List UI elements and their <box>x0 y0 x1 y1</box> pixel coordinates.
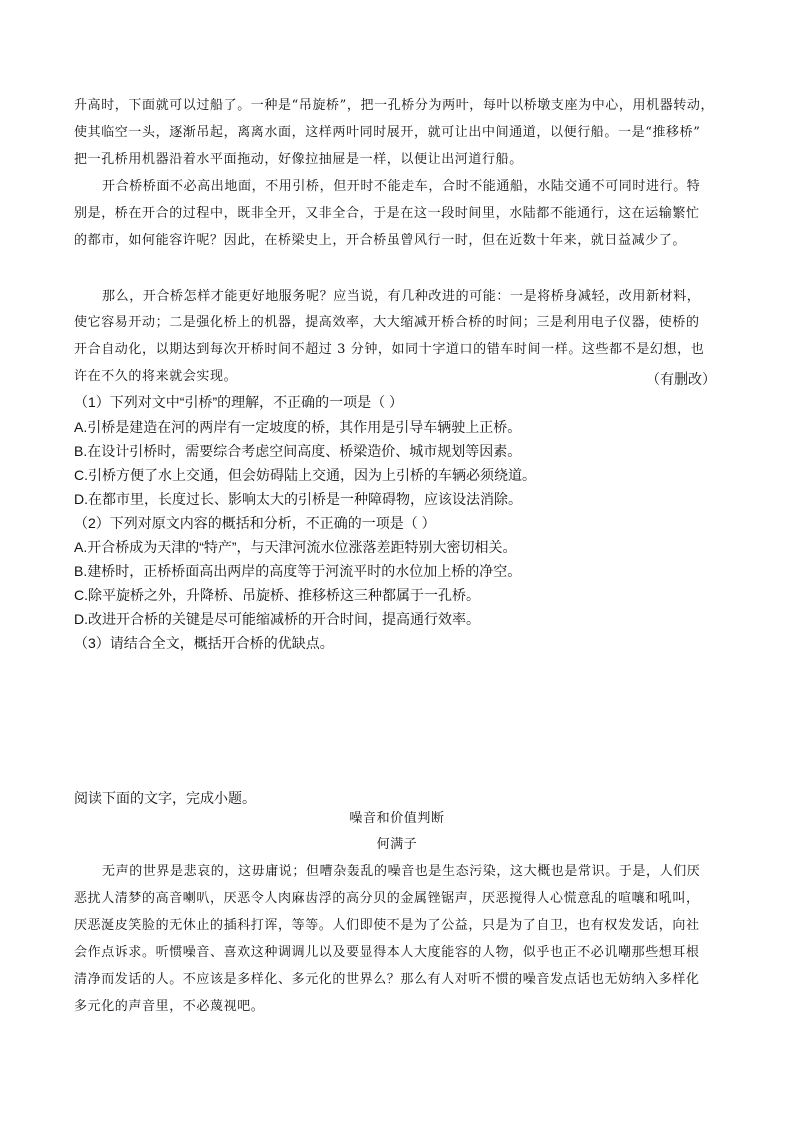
answer-option: B.在设计引桥时，需要综合考虑空间高度、桥梁造价、城市规划等因素。 <box>74 443 522 459</box>
passage-line: 厌恶涎皮笑脸的无休止的插科打诨，等等。人们即使不是为了公益，只是为了自卫，也有权发发话，向社 <box>74 918 700 933</box>
passage-line: 的都市，如何能容许呢？因此，在桥梁史上，开合桥虽曾风行一时，但在近数十年来，就日益减少了。 <box>74 233 687 248</box>
passage-line: 升高时，下面就可以过船了。一种是“吊旋桥”，把一孔桥分为两叶，每叶以桥墩支座为中心，用机器转动， <box>74 98 715 113</box>
source-note: （有删改） <box>646 371 716 387</box>
passage-line: 把一孔桥用机器沿着水平面拖动，好像拉抽屉是一样，以便让出河道行船。 <box>74 152 523 167</box>
article-title: 噪音和价值判断 <box>349 811 445 826</box>
passage-line: 无声的世界是悲哀的，这毋庸说；但嘈杂轰乱的噪音也是生态污染，这大概也是常识。于是，人们厌 <box>102 864 701 879</box>
passage-line: 别是，桥在开合的过程中，既非全开，又非全合，于是在这一段时间里，水陆都不能通行，这在运输繁忙 <box>74 206 700 221</box>
passage-line: 恶扰人清梦的高音喇叭，厌恶令人肉麻齿浮的高分贝的金属锉锯声，厌恶搅得人心慌意乱的喧嚷和吼叫， <box>74 891 700 906</box>
article-author: 何满子 <box>376 837 418 852</box>
passage-line: 开合桥桥面不必高出地面，不用引桥，但开时不能走车，合时不能通船，水陆交通不可同时进行。特 <box>102 179 701 194</box>
reading-instruction: 阅读下面的文字，完成小题。 <box>74 790 256 806</box>
answer-option: D.在都市里，长度过长、影响太大的引桥是一种障碍物，应该设法消除。 <box>74 491 522 507</box>
passage-line: 许在不久的将来就会实现。 <box>74 369 238 384</box>
answer-option: C.除平旋桥之外，升降桥、吊旋桥、推移桥这三种都属于一孔桥。 <box>74 587 480 603</box>
answer-option: B.建桥时，正桥桥面高出两岸的高度等于河流平时的水位加上桥的净空。 <box>74 563 522 579</box>
answer-option: A.开合桥成为天津的“特产”，与天津河流水位涨落差距特别大密切相关。 <box>74 539 517 555</box>
question-stem: （2）下列对原文内容的概括和分析，不正确的一项是（ ） <box>74 515 436 531</box>
passage-line: 使它容易开动；二是强化桥上的机器，提高效率，大大缩减开桥合桥的时间；三是利用电子仪器，使桥的 <box>74 315 700 330</box>
passage-line: 清净而发话的人。不应该是多样化、多元化的世界么？那么有人对听不惯的噪音发点话也无妨纳入多样化 <box>74 972 700 987</box>
passage-line: 那么，开合桥怎样才能更好地服务呢？应当说，有几种改进的可能：一是将桥身减轻，改用新材料， <box>102 289 701 304</box>
passage-line: 多元化的声音里，不必蔑视吧。 <box>74 999 265 1014</box>
passage-line: 会作点诉求。听惯噪音、喜欢这种调调儿以及要显得本人大度能容的人物，似乎也正不必讥嘲那些想耳根 <box>74 945 700 960</box>
question-stem: （3）请结合全文，概括开合桥的优缺点。 <box>74 635 334 651</box>
answer-option: C.引桥方便了水上交通，但会妨碍陆上交通，因为上引桥的车辆必须绕道。 <box>74 467 536 483</box>
answer-option: A.引桥是建造在河的两岸有一定坡度的桥，其作用是引导车辆驶上正桥。 <box>74 419 522 435</box>
question-stem: （1）下列对文中“引桥”的理解，不正确的一项是（ ） <box>74 394 403 410</box>
passage-line: 开合自动化，以期达到每次开桥时间不超过 3 分钟，如同十字道口的错车时间一样。这些都不是幻想，也 <box>74 342 705 357</box>
passage-line: 使其临空一头，逐渐吊起，离离水面，这样两叶同时展开，就可让出中间通道，以便行船。一是“推移桥” <box>74 125 701 140</box>
answer-option: D.改进开合桥的关键是尽可能缩减桥的开合时间，提高通行效率。 <box>74 611 480 627</box>
